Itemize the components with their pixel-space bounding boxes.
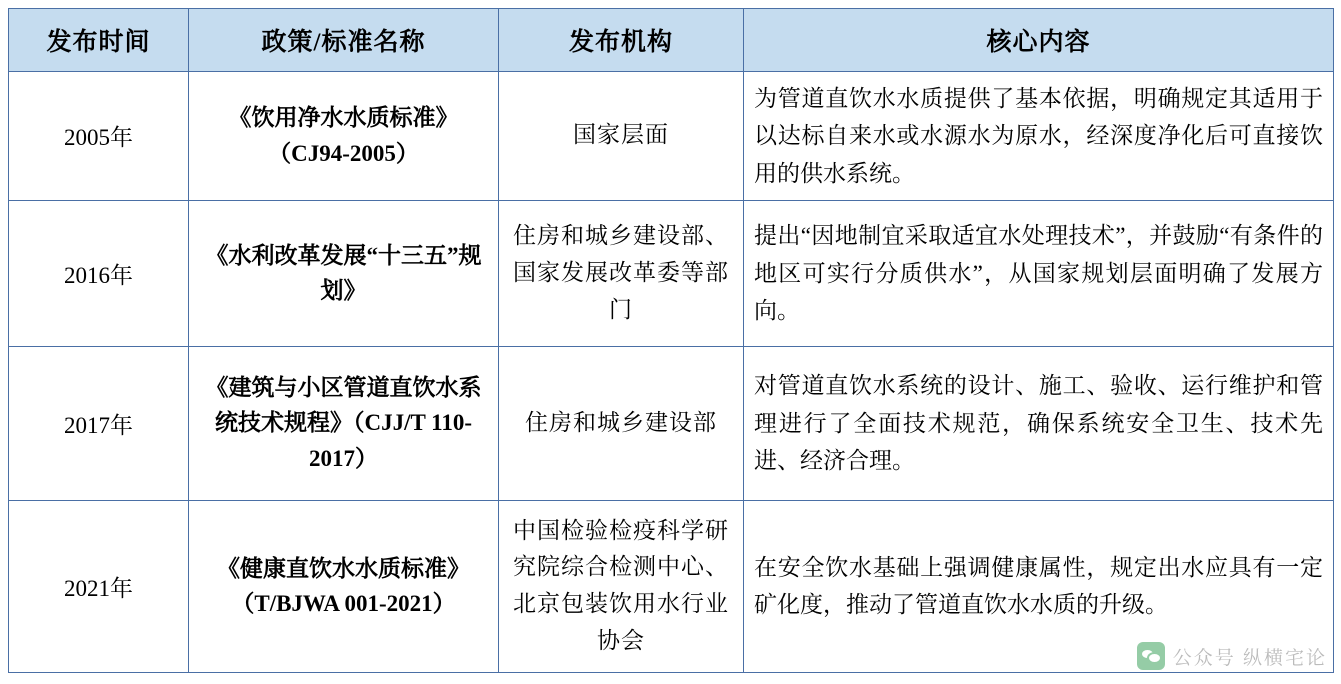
cell-name: 《健康直饮水水质标准》（T/BJWA 001-2021） [189,500,499,672]
watermark-text: 公众号 纵横宅论 [1172,647,1327,669]
table-row [9,72,1334,201]
column-header-core: 核心内容 [744,9,1334,72]
column-header-name: 政策/标准名称 [189,9,499,72]
cell-org: 中国检验检疫科学研究院综合检测中心、北京包装饮用水行业协会 [499,500,744,672]
cell-name: 《水利改革发展“十三五”规划》 [189,200,499,346]
cell-time: 2016年 [9,200,189,346]
cell-org: 住房和城乡建设部、国家发展改革委等部门 [499,200,744,346]
cell-org: 国家层面 [499,72,744,201]
cell-org: 住房和城乡建设部 [499,346,744,500]
table-row [9,346,1334,500]
column-header-org: 发布机构 [499,9,744,72]
cell-core: 在安全饮水基础上强调健康属性，规定出水应具有一定矿化度，推动了管道直饮水水质的升级。 [744,500,1334,672]
cell-name: 《饮用净水水质标准》（CJ94-2005） [189,72,499,201]
table-header-row [9,9,1334,72]
policy-standards-table [8,8,1334,673]
cell-core: 对管道直饮水系统的设计、施工、验收、运行维护和管理进行了全面技术规范，确保系统安全卫生、技术先进、经济合理。 [744,346,1334,500]
table-body [9,72,1334,673]
cell-core: 提出“因地制宜采取适宜水处理技术”，并鼓励“有条件的地区可实行分质供水”，从国家规划层面明确了发展方向。 [744,200,1334,346]
policy-table-container [8,8,1333,673]
cell-time: 2017年 [9,346,189,500]
cell-name: 《建筑与小区管道直饮水系统技术规程》（CJJ/T 110-2017） [189,346,499,500]
cell-core: 为管道直饮水水质提供了基本依据，明确规定其适用于以达标自来水或水源水为原水，经深度净化后可直接饮用的供水系统。 [744,72,1334,201]
table-row [9,200,1334,346]
column-header-time: 发布时间 [9,9,189,72]
cell-time: 2021年 [9,500,189,672]
cell-time: 2005年 [9,72,189,201]
table-header [9,9,1334,72]
table-row [9,500,1334,672]
